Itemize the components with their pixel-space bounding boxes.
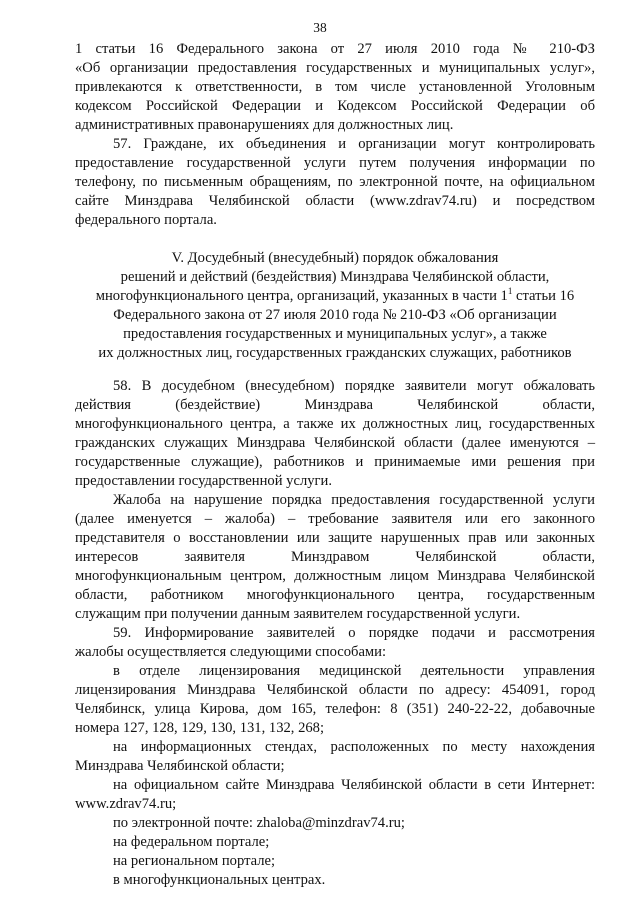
section-heading: Федерального закона от 27 июля 2010 года № 210-ФЗ «Об организации	[113, 307, 557, 323]
text-line: представителя о восстановлении или защите нарушенных прав или законных	[75, 530, 595, 546]
text-line: Минздрава Челябинской области;	[75, 758, 285, 774]
text-line: предоставление государственной услуги путем получения информации по	[75, 155, 595, 171]
text-line: государственные служащие), работников и принимаемые ими решения при	[75, 454, 595, 470]
text-line: 58. В досудебном (внесудебном) порядке заявители могут обжаловать	[113, 378, 595, 394]
text-line: телефону, по письменным обращениям, по электронной почте, на официальном	[75, 174, 595, 190]
text-line: гражданских служащих Минздрава Челябинской области (далее именуются –	[75, 435, 595, 451]
text-line: лицензирования Минздрава Челябинской области по адресу: 454091, город	[75, 682, 595, 698]
text-line: предоставлении государственной услуги.	[75, 473, 332, 489]
section-heading: V. Досудебный (внесудебный) порядок обжалования	[171, 250, 499, 266]
page-number: 38	[313, 20, 327, 35]
text-line: в многофункциональных центрах.	[113, 872, 326, 888]
text-line: на информационных стендах, расположенных по месту нахождения	[113, 739, 595, 755]
text-line: 59. Информирование заявителей о порядке подачи и рассмотрения	[113, 625, 595, 641]
text-line: на региональном портале;	[113, 853, 276, 869]
text-line: служащим при получении данным заявителем государственной услуги.	[75, 606, 521, 622]
text-line: кодексом Российской Федерации и Кодексом Российской Федерации об	[75, 98, 595, 114]
text-line: действия (бездействие) Минздрава Челябинской области,	[75, 397, 595, 413]
section-heading: предоставления государственных и муниципальных услуг», а также	[123, 326, 547, 342]
text-line: многофункционального центра, а также их должностных лиц, государственных	[75, 416, 595, 432]
text-line: на федеральном портале;	[113, 834, 270, 850]
text-line: www.zdrav74.ru;	[75, 796, 177, 812]
text-line: по электронной почте: zhaloba@minzdrav74.ru;	[113, 815, 405, 831]
text-line: в отделе лицензирования медицинской деятельности управления	[113, 663, 595, 679]
section-heading: их должностных лиц, государственных гражданских служащих, работников	[98, 345, 572, 361]
text-line: жалобы осуществляется следующими способами:	[75, 644, 387, 660]
text-line: административных правонарушениях для должностных лиц.	[75, 117, 454, 133]
text-line: 1 статьи 16 Федерального закона от 27 июля 2010 года № 210-ФЗ	[75, 41, 595, 57]
section-heading: многофункционального центра, организаций, указанных в части $1^1$ статьи 16	[95, 286, 575, 304]
text-line: на официальном сайте Минздрава Челябинской области в сети Интернет:	[113, 777, 595, 793]
text-line: интересов заявителя Минздравом Челябинской области,	[75, 549, 595, 565]
superscript: 1	[507, 286, 513, 296]
text-line: многофункциональным центром, должностным лицом Минздрава Челябинской	[75, 568, 595, 584]
text-line: области, работником многофункционального центра, государственным	[75, 587, 595, 603]
text-line: Жалоба на нарушение порядка предоставления государственной услуги	[113, 492, 595, 508]
text-line: привлекаются к ответственности, в том числе установленной Уголовным	[75, 79, 595, 95]
text-line: (далее именуется – жалоба) – требование заявителя или его законного	[75, 511, 595, 527]
text-line: 57. Граждане, их объединения и организации могут контролировать	[113, 136, 595, 152]
text-line: Челябинск, улица Кирова, дом 165, телефон: 8 (351) 240-22-22, добавочные	[75, 701, 595, 717]
text-line: сайте Минздрава Челябинской области (www.zdrav74.ru) и посредством	[75, 193, 595, 209]
text-line: «Об организации предоставления государственных и муниципальных услуг»,	[75, 60, 595, 76]
text-line: федерального портала.	[75, 212, 217, 228]
text-line: номера 127, 128, 129, 130, 131, 132, 268;	[75, 720, 325, 736]
section-heading: решений и действий (бездействия) Минздрава Челябинской области,	[120, 269, 550, 285]
